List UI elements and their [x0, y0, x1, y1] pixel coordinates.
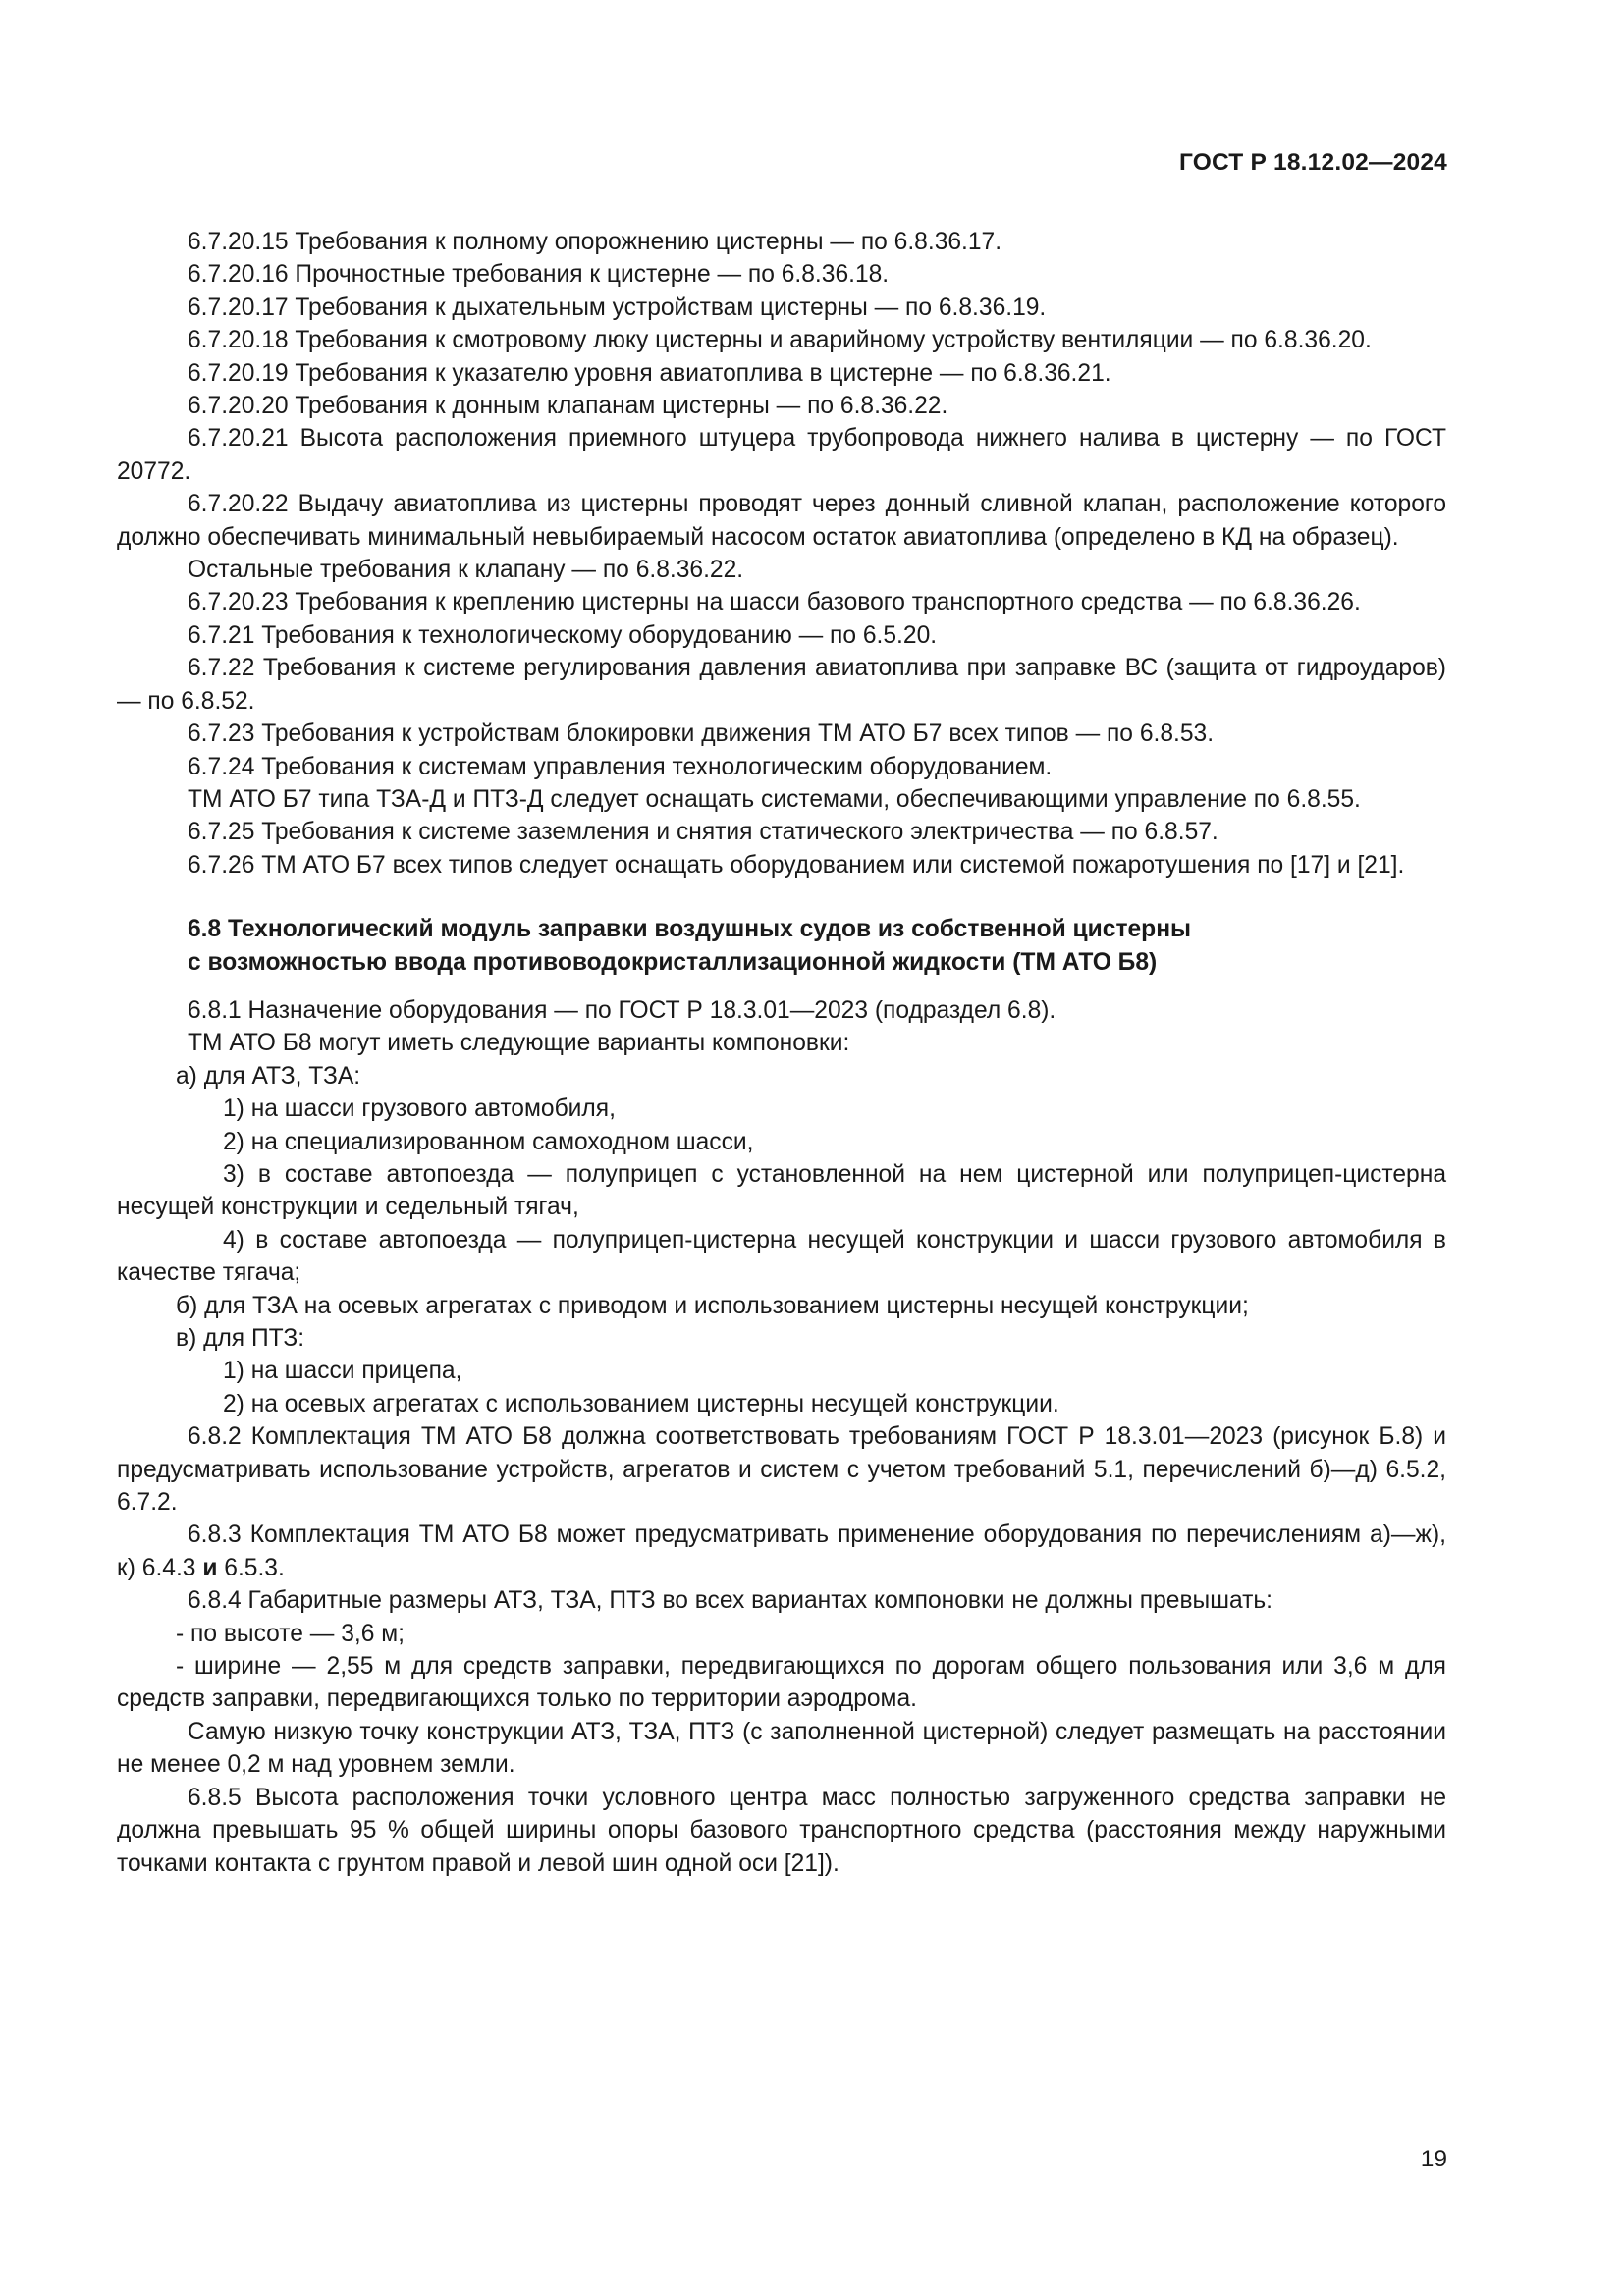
paragraph-6-7-20-17: 6.7.20.17 Требования к дыхательным устройствам цистерны — по 6.8.36.19. — [188, 294, 1047, 321]
list-item-a-4: 4) в составе автопоезда — полуприцеп-цистерна несущей конструкции и шасси грузового автомобиля в качестве тягача; — [117, 1226, 1446, 1287]
paragraph-6-8-3 — [117, 1519, 1446, 1584]
paragraph-6-7-20-18: 6.7.20.18 Требования к смотровому люку цистерны и аварийному устройству вентиляции — по 6.8.36.20. — [188, 327, 1372, 354]
paragraph-lowest-point: Самую низкую точку конструкции АТЗ, ТЗА, ПТЗ (с заполненной цистерной) следует размещать на расстоянии не менее 0,2 м над уровнем земли. — [117, 1718, 1446, 1779]
paragraph-6-7-22: 6.7.22 Требования к системе регулирования давления авиатоплива при заправке ВС (защита от гидроударов) — по 6.8.52. — [117, 655, 1446, 715]
paragraph-6-7-20-21: 6.7.20.21 Высота расположения приемного штуцера трубопровода нижнего налива в цистерну — по ГОСТ 20772. — [117, 425, 1446, 485]
list-item-a-1: 1) на шасси грузового автомобиля, — [223, 1095, 616, 1123]
list-item-v: в) для ПТЗ: — [176, 1325, 305, 1352]
paragraph-6-7-20-16: 6.7.20.16 Прочностные требования к цистерне — по 6.8.36.18. — [188, 261, 890, 289]
paragraph-6-7-26: 6.7.26 ТМ АТО Б7 всех типов следует оснащать оборудованием или системой пожаротушения по [17] и [21]. — [188, 851, 1405, 879]
paragraph-6-8-5: 6.8.5 Высота расположения точки условного центра масс полностью загруженного средства заправки не должна превышать 95 % общей ширины опоры базового транспортного средства (расстояния между наружными точками контакта с грунтом правой и левой шин одной оси [21]). — [117, 1784, 1446, 1877]
paragraph-6-8-3-bold-conjunction: и — [202, 1554, 218, 1581]
paragraph-6-8-3-end: 6.5.3. — [217, 1554, 285, 1581]
paragraph-6-8-2: 6.8.2 Комплектация ТМ АТО Б8 должна соответствовать требованиям ГОСТ Р 18.3.01—2023 (рисунок Б.8) и предусматривать использование устройств, агрегатов и систем с учетом требований 5.1, перечислений б)—д) 6.5.2, 6.7.2. — [117, 1423, 1446, 1517]
paragraph-6-7-24: 6.7.24 Требования к системам управления технологическим оборудованием. — [188, 753, 1053, 780]
paragraph-variants: ТМ АТО Б8 могут иметь следующие варианты компоновки: — [188, 1030, 850, 1057]
list-item-v-2: 2) на осевых агрегатах с использованием цистерны несущей конструкции. — [223, 1390, 1059, 1417]
paragraph-6-8-3-text: 6.8.3 Комплектация ТМ АТО Б8 может предусматривать применение оборудования по перечислениям а)—ж), к) 6.4.3 — [117, 1522, 1446, 1581]
dash-item-width: - ширине — 2,55 м для средств заправки, передвигающихся по дорогам общего пользования или 3,6 м для средств заправки, передвигающихся только по территории аэродрома. — [117, 1653, 1446, 1713]
page-content — [117, 226, 1446, 1880]
list-item-b: б) для ТЗА на осевых агрегатах с приводом и использованием цистерны несущей конструкции; — [176, 1292, 1249, 1319]
dash-item-height: - по высоте — 3,6 м; — [176, 1620, 405, 1647]
paragraph-6-8-4: 6.8.4 Габаритные размеры АТЗ, ТЗА, ПТЗ во всех вариантах компоновки не должны превышать: — [188, 1587, 1272, 1615]
list-item-a-2: 2) на специализированном самоходном шасси, — [223, 1128, 754, 1155]
paragraph-6-7-21: 6.7.21 Требования к технологическому оборудованию — по 6.5.20. — [188, 621, 938, 649]
paragraph-6-7-20-23: 6.7.20.23 Требования к креплению цистерны на шасси базового транспортного средства — по 6.8.36.26. — [188, 589, 1361, 616]
paragraph-valve-other: Остальные требования к клапану — по 6.8.36.22. — [188, 557, 744, 584]
page-number: 19 — [1420, 2146, 1447, 2172]
paragraph-6-7-20-15: 6.7.20.15 Требования к полному опорожнению цистерны — по 6.8.36.17. — [188, 229, 1002, 255]
paragraph-6-7-20-22: 6.7.20.22 Выдачу авиатоплива из цистерны проводят через донный сливной клапан, расположение которого должно обеспечивать минимальный невыбираемый насосом остаток авиатоплива (определено в КД на образец). — [117, 491, 1446, 551]
paragraph-6-7-20-19: 6.7.20.19 Требования к указателю уровня авиатоплива в цистерне — по 6.8.36.21. — [188, 359, 1111, 387]
section-heading-line-2: с возможностью ввода противоводокристаллизационной жидкости (ТМ АТО Б8) — [188, 948, 1158, 976]
list-item-a-3: 3) в составе автопоезда — полуприцеп с установленной на нем цистерной или полуприцеп-цистерна несущей конструкции и седельный тягач, — [117, 1160, 1446, 1221]
paragraph-control-systems: ТМ АТО Б7 типа ТЗА-Д и ПТЗ-Д следует оснащать системами, обеспечивающими управление по 6.8.55. — [188, 785, 1361, 813]
document-code-header: ГОСТ Р 18.12.02—2024 — [1179, 149, 1447, 176]
paragraph-6-7-20-20: 6.7.20.20 Требования к донным клапанам цистерны — по 6.8.36.22. — [188, 393, 948, 420]
list-item-a: а) для АТЗ, ТЗА: — [176, 1062, 361, 1090]
list-item-v-1: 1) на шасси прицепа, — [223, 1358, 462, 1385]
paragraph-6-8-1: 6.8.1 Назначение оборудования — по ГОСТ Р 18.3.01—2023 (подраздел 6.8). — [188, 996, 1056, 1024]
section-heading-line-1: 6.8 Технологический модуль заправки воздушных судов из собственной цистерны — [188, 916, 1192, 943]
section-heading-6-8 — [117, 913, 1446, 979]
paragraph-6-7-25: 6.7.25 Требования к системе заземления и снятия статического электричества — по 6.8.57. — [188, 819, 1218, 846]
paragraph-6-7-23: 6.7.23 Требования к устройствам блокировки движения ТМ АТО Б7 всех типов — по 6.8.53. — [188, 721, 1215, 748]
